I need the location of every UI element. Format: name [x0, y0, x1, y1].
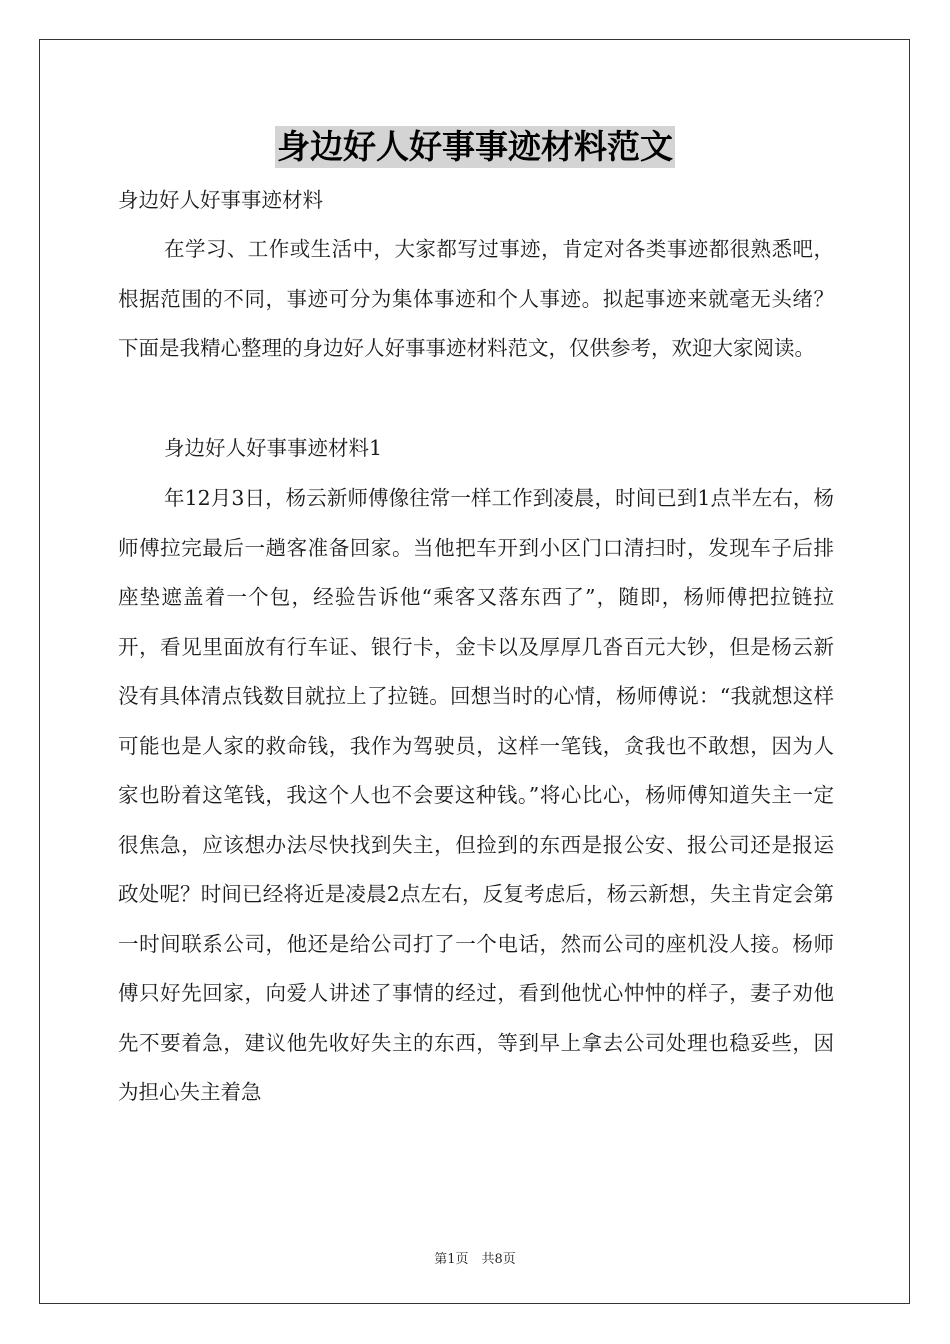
page-footer — [0, 1248, 950, 1267]
story-paragraph: 年12月3日，杨云新师傅像往常一样工作到凌晨，时间已到1点半左右，杨师傅拉完最后一趟客准备回家。当他把车开到小区门口清扫时，发现车子后排座垫遮盖着一个包，经验告诉他“乘客又落东西了”，随即，杨师傅把拉链拉开，看见里面放有行车证、银行卡，金卡以及厚厚几沓百元大钞，但是杨云新没有具体清点钱数目就拉上了拉链。回想当时的心情，杨师傅说：“我就想这样可能也是人家的救命钱，我作为驾驶员，这样一笔钱，贪我也不敢想，因为人家也盼着这笔钱，我这个人也不会要这种钱。”将心比心，杨师傅知道失主一定很焦急，应该想办法尽快找到失主，但捡到的东西是报公安、报公司还是报运政处呢？时间已经将近是凌晨2点左右，反复考虑后，杨云新想，失主肯定会第一时间联系公司，他还是给公司打了一个电话，然而公司的座机没人接。杨师傅只好先回家，向爱人讲述了事情的经过，看到他忧心忡忡的样子，妻子劝他先不要着急，建议他先收好失主的东西，等到早上拿去公司处理也稳妥些，因为担心失主着急 — [118, 486, 834, 1104]
page-number: 第1页 共8页 — [434, 1252, 516, 1267]
document-subtitle: 身边好人好事事迹材料 — [118, 188, 323, 212]
title-container — [0, 126, 950, 168]
section-heading: 身边好人好事事迹材料1 — [164, 436, 383, 460]
intro-paragraph: 在学习、工作或生活中，大家都写过事迹，肯定对各类事迹都很熟悉吧，根据范围的不同，事迹可分为集体事迹和个人事迹。拟起事迹来就毫无头绪？下面是我精心整理的身边好人好事事迹材料范文，仅供参考，欢迎大家阅读。 — [118, 237, 834, 360]
document-title: 身边好人好事事迹材料范文 — [277, 127, 673, 166]
